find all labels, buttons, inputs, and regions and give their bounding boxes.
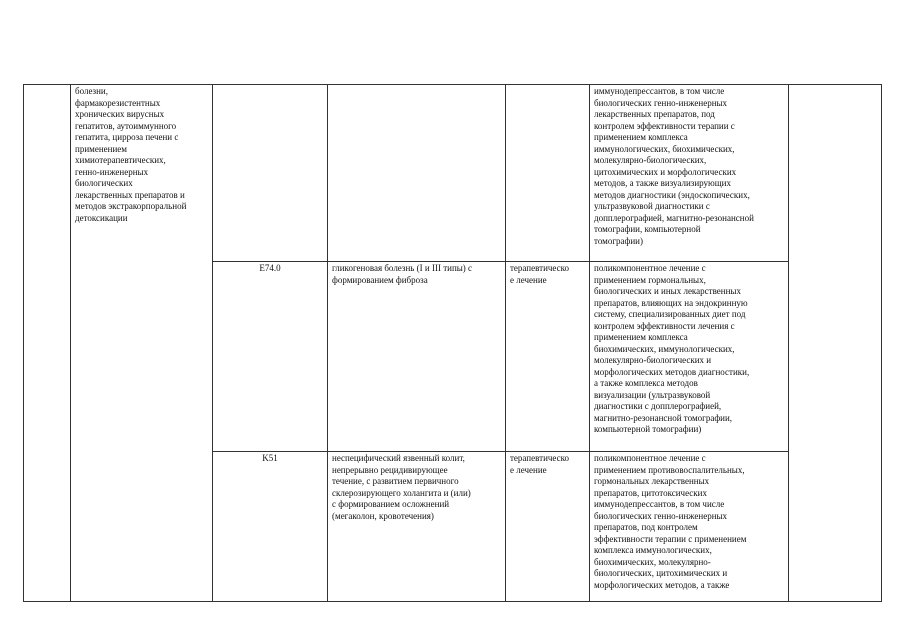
row-number-cell (24, 85, 71, 602)
treatment-method-cell (590, 85, 789, 262)
icd-code-cell (213, 262, 328, 452)
treatment-method-text: поликомпонентное лечение с применением гормональных, биологических и иных лекарственных препаратов, влияющих на эндокринную систему, специализированных диет под контролем эффективности лечения с применением комплекса биохимических, иммунологических, молекулярно-биологических и морфологических методов диагностики, а также комплекса методов визуализации (ультразвуковой диагностики с допплерографией, магнитно-резонансной томографии, компьютерной томографии) (594, 263, 750, 434)
cost-cell (789, 85, 882, 602)
treatment-type-cell (506, 452, 590, 602)
diagnosis-cell (328, 85, 506, 262)
icd-code-text: E74.0 (259, 263, 281, 273)
diagnosis-cell (328, 452, 506, 602)
care-type-text: болезни, фармакорезистентных хронических вирусных гепатитов, аутоиммунного гепатита, цирроза печени с применением химиотерапевтических, генно-инженерных биологических лекарственных препаратов и методов экстракорпоральной детоксикации (75, 86, 187, 223)
diagnosis-cell (328, 262, 506, 452)
icd-code-cell (213, 85, 328, 262)
icd-code-cell (213, 452, 328, 602)
treatment-type-text: терапевтическо е лечение (510, 453, 570, 475)
treatment-type-cell (506, 262, 590, 452)
icd-code-text: K51 (262, 453, 278, 463)
treatment-type-cell (506, 85, 590, 262)
treatment-method-text: иммунодепрессантов, в том числе биологических генно-инженерных лекарственных препаратов, под контролем эффективности терапии с применением комплекса иммунологических, биохимических, молекулярно-биологических, цитохимических и морфологических методов, а также визуализирующих методов диагностики (эндоскопических, ультразвуковой диагностики с допплерографией, магнитно-резонансной томографии, компьютерной томографии) (594, 86, 754, 246)
treatment-method-text: поликомпонентное лечение с применением противовоспалительных, гормональных лекарственных препаратов, цитотоксических иммунодепрессантов, в том числе биологических генно-инженерных препаратов, под контролем эффективности терапии с применением комплекса иммунологических, биохимических, молекулярно- биологических, цитохимических и морфологических методов, а также (594, 453, 747, 590)
diagnosis-text: гликогеновая болезнь (I и III типы) с формированием фиброза (332, 263, 473, 285)
table-row (24, 85, 882, 262)
diagnosis-text: неспецифический язвенный колит, непрерывно рецидивирующее течение, с развитием первичного склерозирующего холангита и (или) с формированием осложнений (мегаколон, кровотечения) (332, 453, 471, 521)
treatment-method-cell (590, 262, 789, 452)
treatment-method-cell (590, 452, 789, 602)
treatment-type-text: терапевтическо е лечение (510, 263, 570, 285)
medical-care-table (23, 84, 882, 602)
care-type-cell (71, 85, 213, 602)
